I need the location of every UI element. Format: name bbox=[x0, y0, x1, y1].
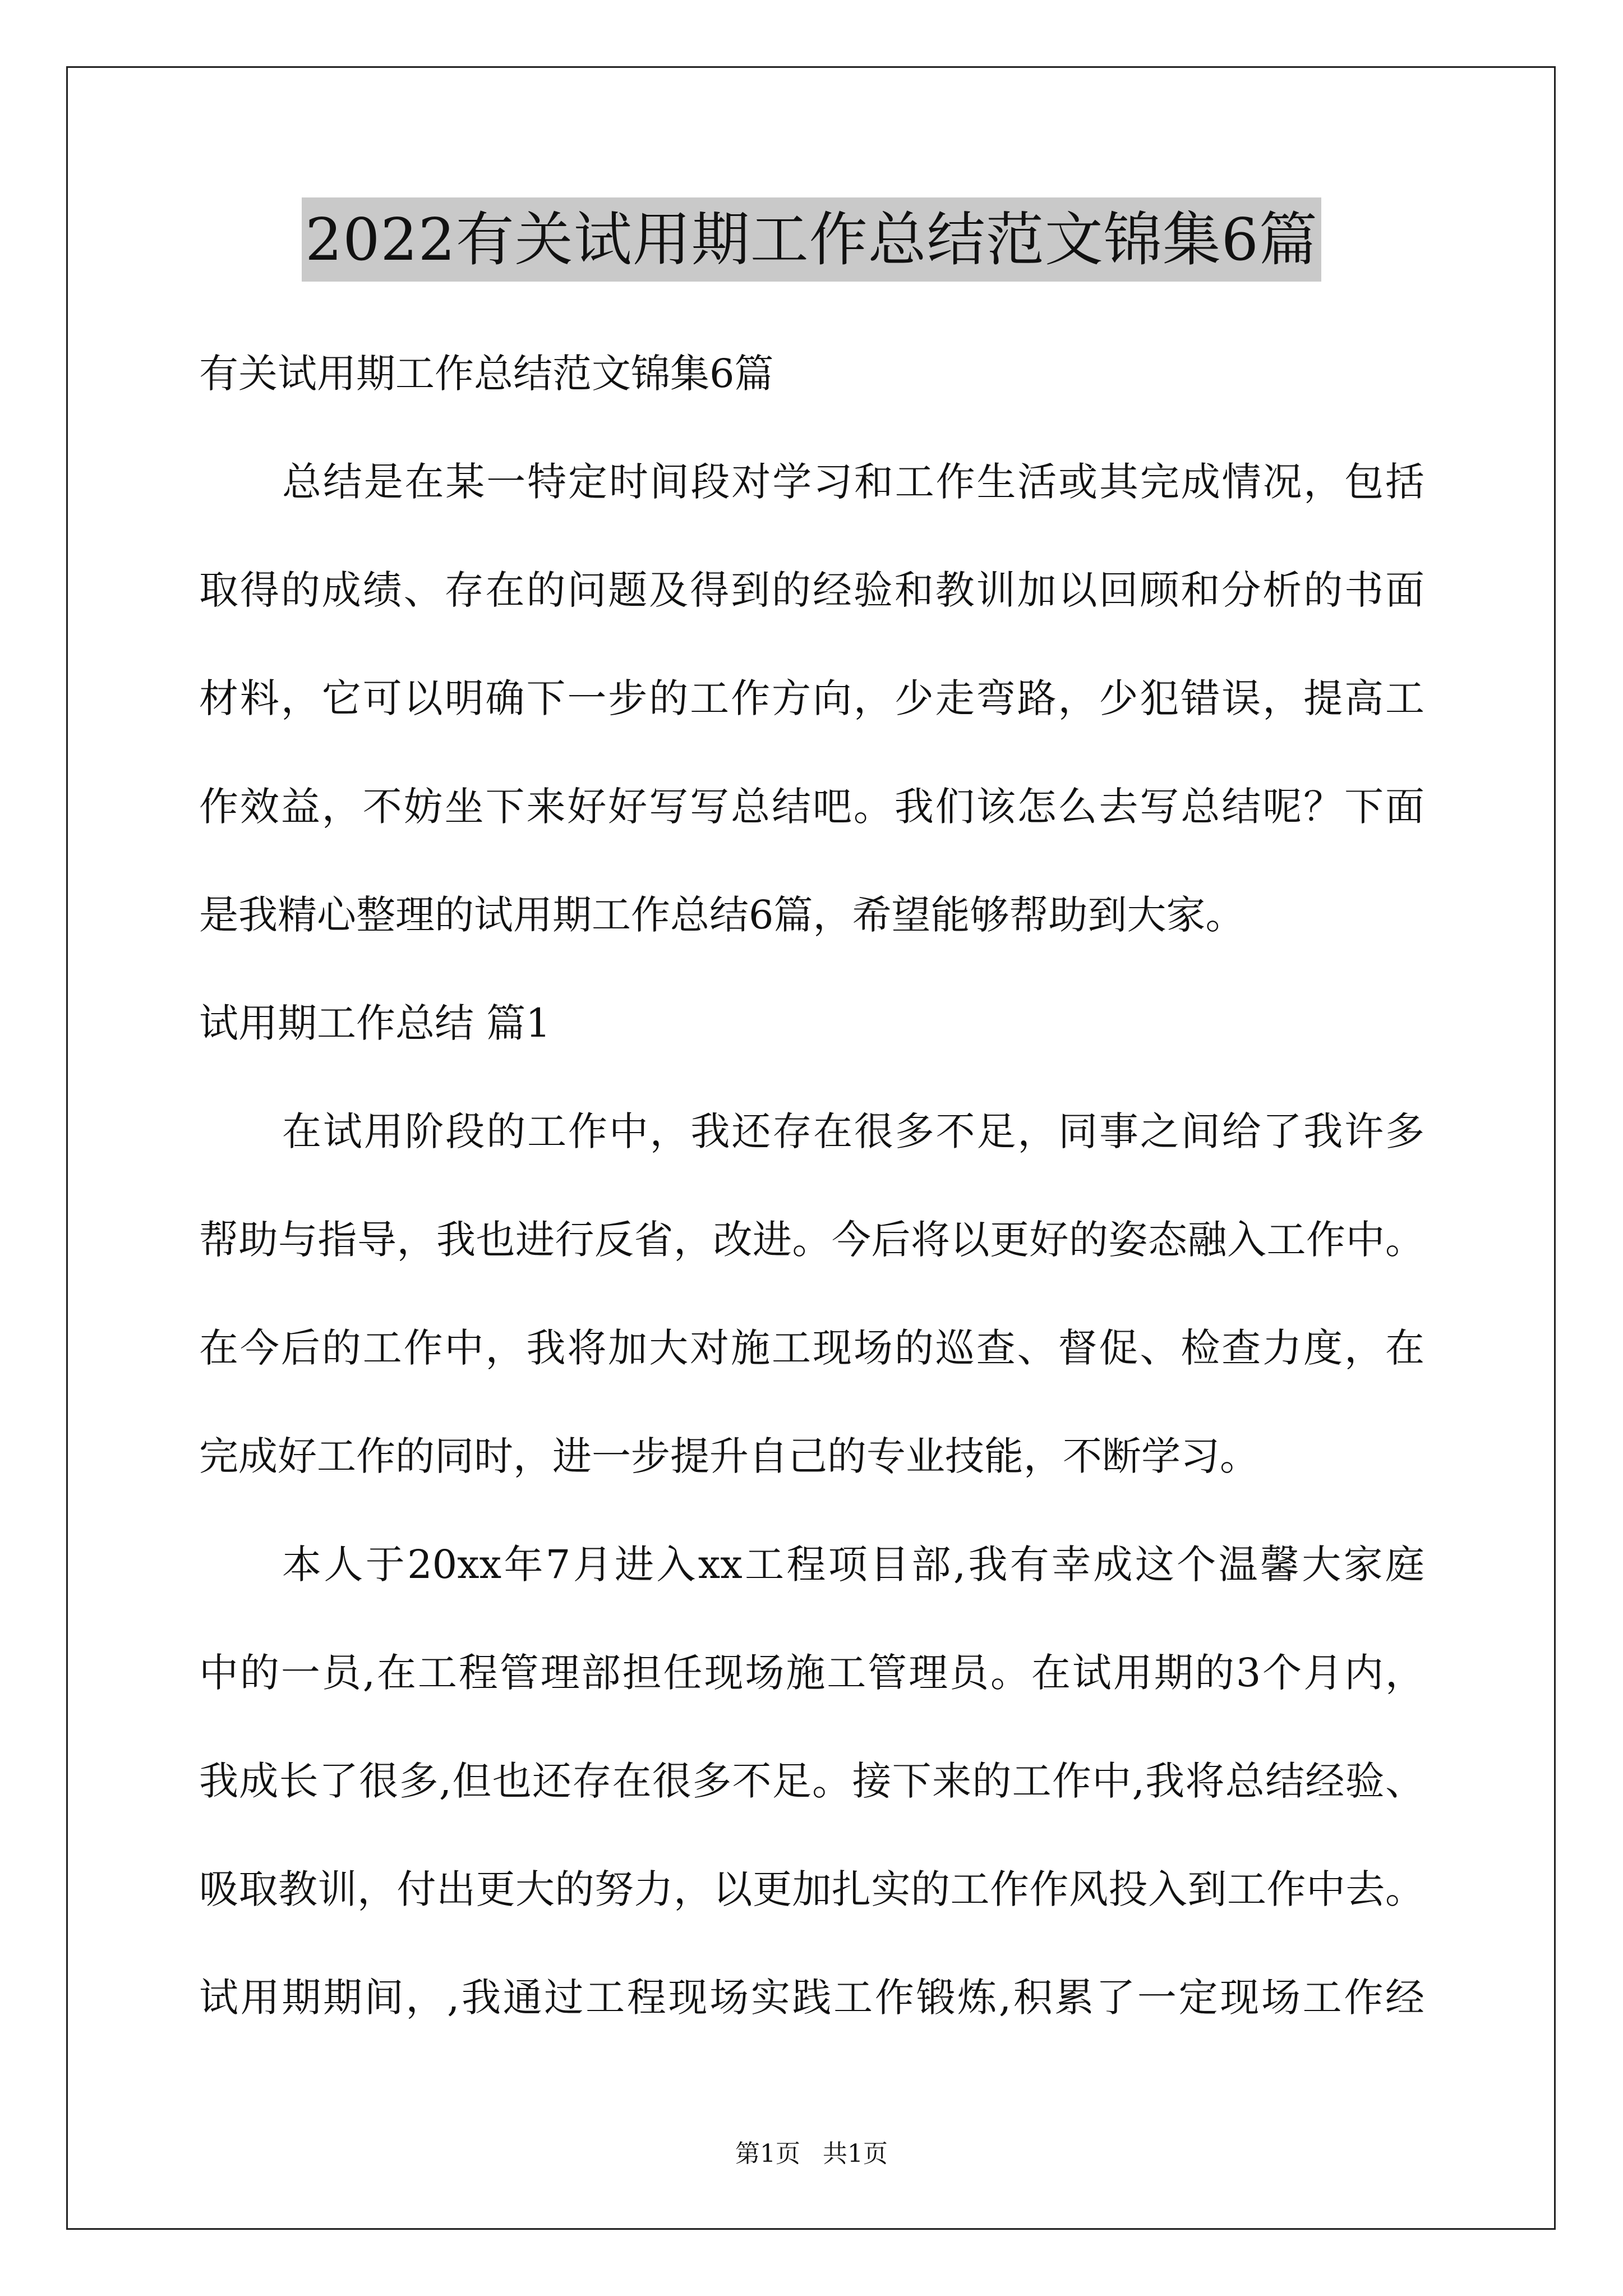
document-body bbox=[199, 320, 1424, 2052]
text-line: 试用期工作总结 篇1 bbox=[199, 1000, 551, 1046]
text-line: 完成好工作的同时，进一步提升自己的专业技能，不断学习。 bbox=[199, 1433, 1259, 1479]
text-line: 帮助与指导，我也进行反省，改进。今后将以更好的姿态融入工作中。 bbox=[199, 1217, 1424, 1263]
document-title: 2022有关试用期工作总结范文锦集6篇 bbox=[302, 197, 1321, 282]
text-line: 在今后的工作中，我将加大对施工现场的巡查、督促、检查力度，在 bbox=[199, 1325, 1424, 1371]
text-line: 总结是在某一特定时间段对学习和工作生活或其完成情况，包括 bbox=[282, 459, 1424, 505]
text-line: 试用期期间，,我通过工程现场实践工作锻炼,积累了一定现场工作经 bbox=[199, 1975, 1425, 2021]
text-line: 中的一员,在工程管理部担任现场施工管理员。在试用期的3个月内， bbox=[199, 1650, 1424, 1696]
text-line: 在试用阶段的工作中，我还存在很多不足，同事之间给了我许多 bbox=[282, 1108, 1424, 1154]
text-line: 本人于20xx年7月进入xx工程项目部,我有幸成这个温馨大家庭 bbox=[282, 1542, 1424, 1588]
text-line: 吸取教训，付出更大的努力，以更加扎实的工作作风投入到工作中去。 bbox=[199, 1866, 1424, 1912]
text-line: 作效益，不妨坐下来好好写写总结吧。我们该怎么去写总结呢？下面 bbox=[199, 784, 1424, 830]
title-container bbox=[0, 197, 1623, 282]
text-line: 我成长了很多,但也还存在很多不足。接下来的工作中,我将总结经验、 bbox=[199, 1758, 1424, 1804]
text-line: 材料，它可以明确下一步的工作方向，少走弯路，少犯错误，提高工 bbox=[199, 675, 1424, 721]
text-line: 有关试用期工作总结范文锦集6篇 bbox=[199, 351, 774, 397]
page-footer bbox=[0, 2137, 1623, 2171]
page-number-current: 第1页 bbox=[735, 2139, 800, 2168]
text-line: 是我精心整理的试用期工作总结6篇，希望能够帮助到大家。 bbox=[199, 892, 1245, 938]
page-number-total: 共1页 bbox=[823, 2139, 888, 2168]
text-line: 取得的成绩、存在的问题及得到的经验和教训加以回顾和分析的书面 bbox=[199, 567, 1424, 613]
